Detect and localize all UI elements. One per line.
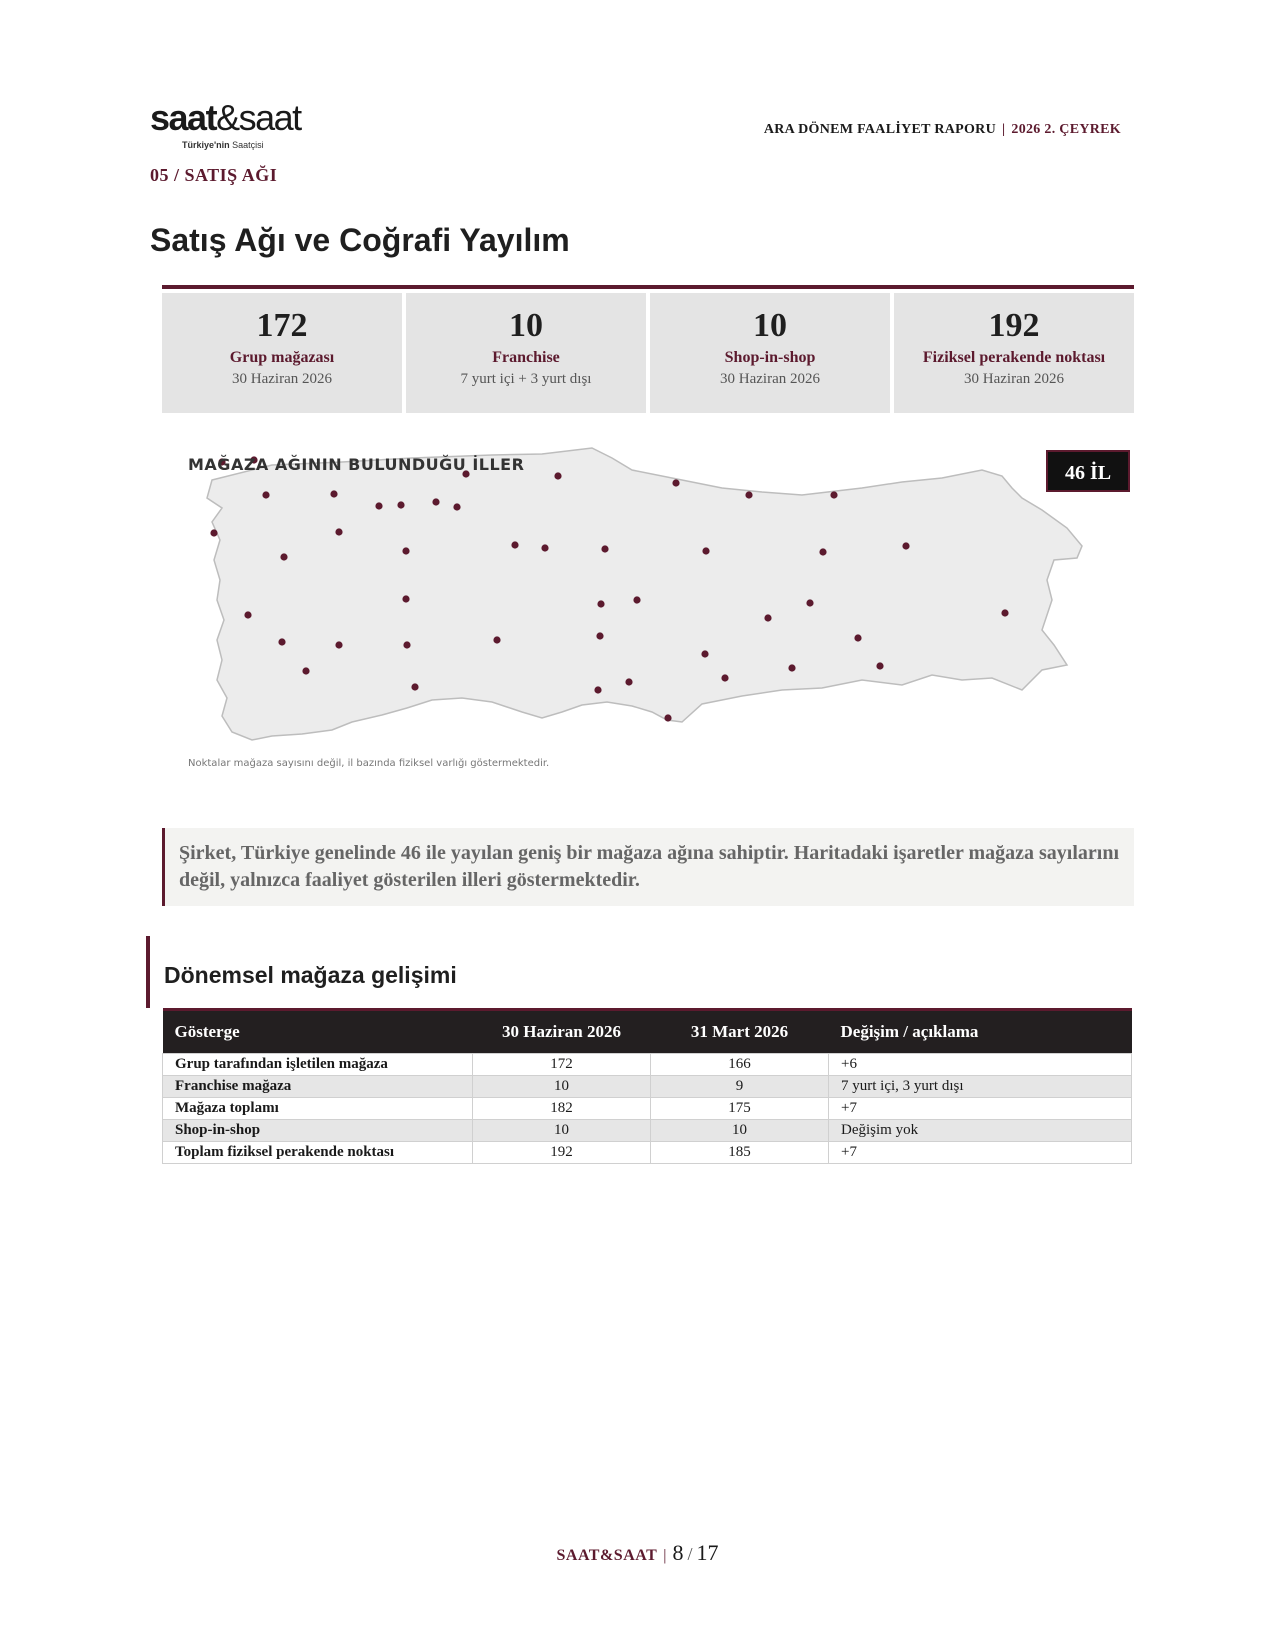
province-marker (302, 667, 309, 674)
column-header: Gösterge (163, 1010, 473, 1054)
table-row (163, 1120, 1132, 1142)
table-row (163, 1076, 1132, 1098)
table-title: Dönemsel mağaza gelişimi (164, 962, 457, 988)
province-marker (902, 542, 909, 549)
province-marker (330, 490, 337, 497)
province-marker (788, 664, 795, 671)
province-marker (453, 503, 460, 510)
table-row (163, 1098, 1132, 1120)
province-marker (554, 472, 561, 479)
province-marker (597, 600, 604, 607)
table-row (163, 1142, 1132, 1164)
province-marker (411, 683, 418, 690)
stat-card (162, 293, 402, 413)
stat-subtext: 7 yurt içi + 3 yurt dışı (460, 371, 592, 387)
province-marker (511, 541, 518, 548)
province-marker (664, 714, 671, 721)
turkey-outline-shape (207, 448, 1082, 740)
cell-current: 10 (473, 1120, 651, 1142)
stat-subtext: 30 Haziran 2026 (232, 371, 332, 387)
cell-current: 192 (473, 1142, 651, 1164)
province-marker (625, 678, 632, 685)
province-marker (335, 641, 342, 648)
province-marker (375, 502, 382, 509)
cell-change: 7 yurt içi, 3 yurt dışı (829, 1076, 1132, 1098)
report-header (764, 122, 1121, 138)
province-marker (210, 529, 217, 536)
row-label: Grup tarafından işletilen mağaza (163, 1054, 473, 1076)
province-marker (764, 614, 771, 621)
cell-current: 172 (473, 1054, 651, 1076)
column-header: Değişim / açıklama (829, 1010, 1132, 1054)
province-marker (701, 650, 708, 657)
stat-label: Franchise (492, 349, 560, 366)
map-title: MAĞAZA AĞININ BULUNDUĞU İLLER (188, 455, 525, 474)
stats-row (162, 285, 1134, 413)
stat-value: 192 (988, 307, 1040, 344)
cell-current: 10 (473, 1076, 651, 1098)
province-marker (854, 634, 861, 641)
page-title: Satış Ağı ve Coğrafi Yayılım (150, 222, 570, 258)
cell-current: 182 (473, 1098, 651, 1120)
cell-change: +7 (829, 1098, 1132, 1120)
stat-value: 172 (256, 307, 308, 344)
stat-subtext: 30 Haziran 2026 (720, 371, 820, 387)
cell-previous: 10 (651, 1120, 829, 1142)
logo-wordmark: saat&saat (150, 97, 301, 138)
province-marker (721, 674, 728, 681)
turkey-map (162, 440, 1134, 780)
province-marker (432, 498, 439, 505)
province-marker (745, 491, 752, 498)
province-marker (601, 545, 608, 552)
report-title: ARA DÖNEM FAALİYET RAPORU (763, 122, 996, 137)
row-label: Shop-in-shop (163, 1120, 473, 1142)
cell-previous: 175 (651, 1098, 829, 1120)
summary-note: Şirket, Türkiye genelinde 46 ile yayılan geniş bir mağaza ağına sahiptir. Haritadaki işaretler mağaza sayılarını değil, yalnızca faaliyet gösterilen illeri göstermektedir. (162, 828, 1134, 906)
province-marker (594, 686, 601, 693)
store-development-table (162, 1008, 1132, 1164)
province-count-badge: 46 İL (1046, 450, 1130, 492)
row-label: Franchise mağaza (163, 1076, 473, 1098)
province-marker (397, 501, 404, 508)
stat-value: 10 (509, 307, 543, 344)
stat-label: Grup mağazası (229, 349, 335, 366)
footer-brand: SAAT&SAAT (556, 1547, 658, 1564)
cell-previous: 185 (651, 1142, 829, 1164)
province-marker (830, 491, 837, 498)
table-header-row (163, 1010, 1132, 1054)
report-separator: | (1002, 122, 1006, 137)
province-marker (596, 632, 603, 639)
province-marker (633, 596, 640, 603)
province-marker (702, 547, 709, 554)
cell-change: +6 (829, 1054, 1132, 1076)
report-period: 2026 2. ÇEYREK (1011, 122, 1121, 137)
stat-value: 10 (753, 307, 787, 344)
footer-separator: | (663, 1547, 667, 1564)
province-marker (541, 544, 548, 551)
row-label: Mağaza toplamı (163, 1098, 473, 1120)
province-marker (278, 638, 285, 645)
stat-subtext: 30 Haziran 2026 (964, 371, 1064, 387)
province-marker (1001, 609, 1008, 616)
page-footer (0, 1540, 1275, 1566)
province-marker (493, 636, 500, 643)
cell-change: +7 (829, 1142, 1132, 1164)
logo-tagline: Türkiye'nin Saatçisi (182, 140, 264, 150)
province-marker (402, 595, 409, 602)
cell-previous: 166 (651, 1054, 829, 1076)
province-marker (335, 528, 342, 535)
province-marker (403, 641, 410, 648)
province-marker (672, 479, 679, 486)
column-header: 31 Mart 2026 (651, 1010, 829, 1054)
column-header: 30 Haziran 2026 (473, 1010, 651, 1054)
map-footnote: Noktalar mağaza sayısını değil, il bazında fiziksel varlığı göstermektedir. (188, 758, 550, 769)
table-row (163, 1054, 1132, 1076)
cell-previous: 9 (651, 1076, 829, 1098)
province-marker (262, 491, 269, 498)
page-number: 8 (672, 1540, 684, 1565)
section-label: 05 / SATIŞ AĞI (150, 165, 278, 185)
province-marker (402, 547, 409, 554)
province-marker (244, 611, 251, 618)
page-slash: / (687, 1544, 693, 1564)
cell-change: Değişim yok (829, 1120, 1132, 1142)
page-total: 17 (696, 1540, 719, 1565)
stat-label: Shop-in-shop (724, 349, 816, 366)
table-section-title (146, 936, 457, 1008)
row-label: Toplam fiziksel perakende noktası (163, 1142, 473, 1164)
company-logo (150, 98, 310, 150)
province-marker (819, 548, 826, 555)
stat-label: Fiziksel perakende noktası (922, 349, 1106, 366)
stat-card (894, 293, 1134, 413)
province-marker (280, 553, 287, 560)
stat-card (406, 293, 646, 413)
province-marker (806, 599, 813, 606)
stat-card (650, 293, 890, 413)
province-marker (876, 662, 883, 669)
